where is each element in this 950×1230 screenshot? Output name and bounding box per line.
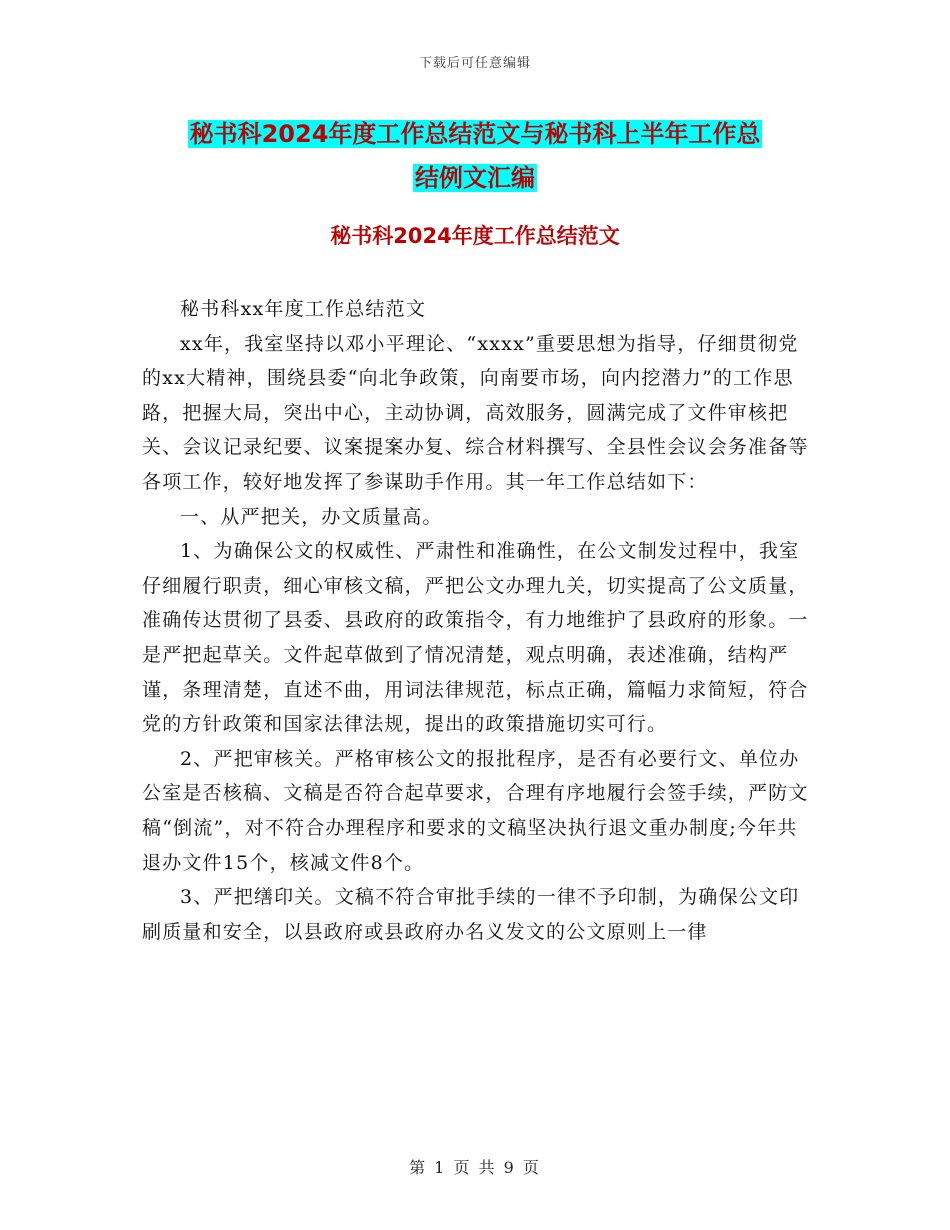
paragraph: 秘书科xx年度工作总结范文 <box>180 298 427 320</box>
document-title-line-1: 秘书科2024年度工作总结范文与秘书科上半年工作总 <box>189 120 761 148</box>
paragraph: 一、从严把关，办文质量高。 <box>180 505 443 528</box>
paragraph: 3、严把缮印关。文稿不符合审批手续的一律不予印制，为确保公文印刷质量和安全，以县政府或县政府办名义发文的公文原则上一律 <box>142 886 800 943</box>
document-title <box>0 112 950 200</box>
paragraph: xx年，我室坚持以邓小平理论、“xxxx”重要思想为指导，仔细贯彻党的xx大精神，围绕县委“向北争政策，向南要市场，向内挖潜力”的工作思路，把握大局，突出中心，主动协调，高效服务，圆满完成了文件审核把关、会议记录纪要、议案提案办复、综合材料撰写、全县性会议会务准备等各项工作，较好地发挥了参谋助手作用。其一年工作总结如下： <box>142 332 809 493</box>
paragraph: 2、严把审核关。严格审核公文的报批程序，是否有必要行文、单位办公室是否核稿、文稿是否符合起草要求，合理有序地履行会签手续，严防文稿“倒流”，对不符合办理程序和要求的文稿坚决执行退文重办制度;今年共退办文件15个，核减文件8个。 <box>142 747 809 874</box>
section-title: 秘书科2024年度工作总结范文 <box>330 224 620 248</box>
page-number: 第 1 页 共 9 页 <box>409 1158 541 1177</box>
paragraph: 1、为确保公文的权威性、严肃性和准确性，在公文制发过程中，我室仔细履行职责，细心审核文稿，严把公文办理九关，切实提高了公文质量，准确传达贯彻了县委、县政府的政策指令，有力地维护了县政府的形象。一是严把起草关。文件起草做到了情况清楚，观点明确，表述准确，结构严谨，条理清楚，直述不曲，用词法律规范，标点正确，篇幅力求简短，符合党的方针政策和国家法律法规，提出的政策措施切实可行。 <box>142 540 809 736</box>
document-body <box>142 292 810 949</box>
header-note: 下载后可任意编辑 <box>418 56 531 71</box>
document-title-line-2: 结例文汇编 <box>415 164 535 192</box>
